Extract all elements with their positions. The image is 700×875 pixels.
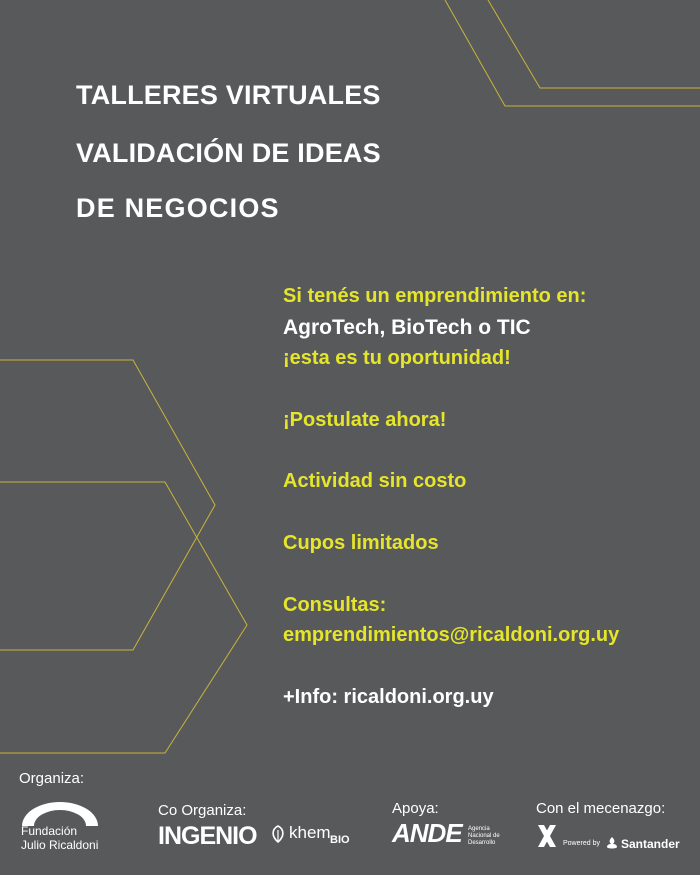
santander-flame-icon [605,836,619,850]
khem-leaf-icon [269,824,287,844]
info-opportunity: ¡esta es tu oportunidad! [283,347,511,369]
ande-subtitle-line-3: Desarrollo [468,840,496,846]
top-right-hexagon-line-outer [445,0,700,106]
info-more-info[interactable]: +Info: ricaldoni.org.uy [283,686,494,708]
title-line-3: DE NEGOCIOS [76,193,280,223]
ande-subtitle-line-2: Nacional de [468,833,500,839]
powered-by-text: Powered by [563,840,600,847]
top-right-hexagon-line-inner [488,0,700,88]
info-contact-email[interactable]: emprendimientos@ricaldoni.org.uy [283,624,620,646]
organiza-label: Organiza: [19,770,85,787]
x-logo-icon [536,823,558,849]
ingenio-logo: INGENIO [158,822,257,850]
khem-text: khem [289,823,331,842]
info-intro: Si tenés un emprendimiento en: [283,285,587,307]
mecenazgo-label: Con el mecenazgo: [536,800,666,817]
apoya-label: Apoya: [392,800,439,817]
info-limited: Cupos limitados [283,532,439,554]
info-cost: Actividad sin costo [283,470,467,492]
fundacion-line-1: Fundación [21,824,78,838]
santander-text: Santander [621,837,680,851]
ande-subtitle-line-1: Agencia [468,826,490,832]
left-hexagon-line-inner [0,482,247,753]
title-line-2: VALIDACIÓN DE IDEAS [76,138,381,168]
ande-subtitle [468,826,500,847]
coorganiza-label: Co Organiza: [158,802,247,819]
left-hexagon-line-outer [0,360,215,650]
info-contact-label: Consultas: [283,594,387,616]
khem-bio-text: BIO [330,834,350,846]
title-line-1: TALLERES VIRTUALES [76,80,381,110]
fundacion-line-2: Julio Ricaldoni [21,838,99,852]
info-apply: ¡Postulate ahora! [283,409,447,431]
info-sectors: AgroTech, BioTech o TIC [283,316,531,339]
ande-logo: ANDE [392,818,462,848]
